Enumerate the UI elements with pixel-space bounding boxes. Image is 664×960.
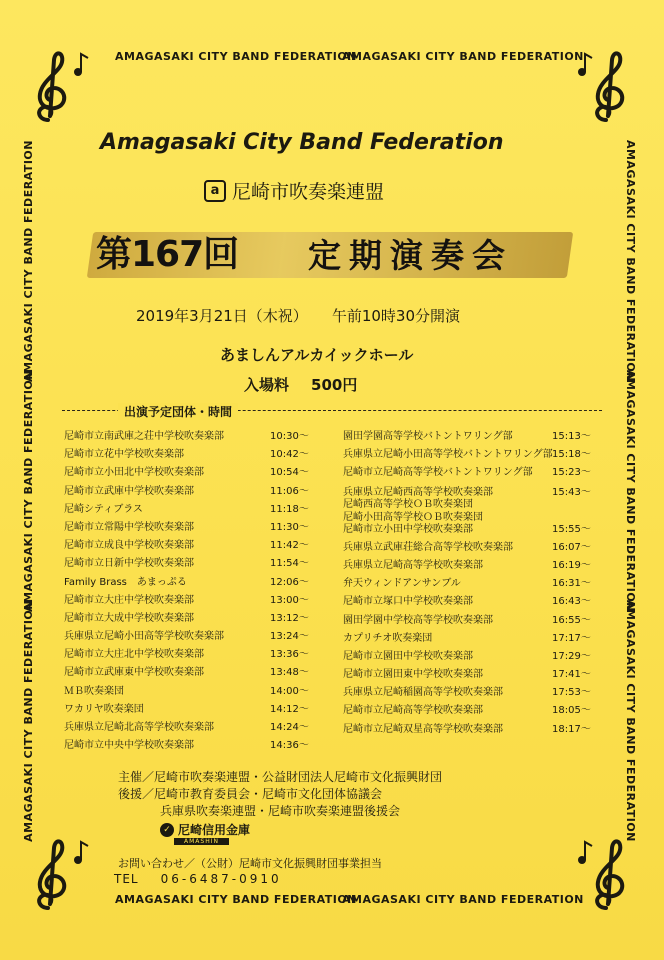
schedule-row [64, 555, 320, 573]
banner-edition: 第167回 [96, 234, 239, 275]
event-start-time: 午前10時30分開演 [331, 307, 460, 325]
schedule-right-column [343, 428, 603, 739]
schedule-row [343, 446, 603, 464]
organizers: 主催／尼崎市吹奏楽連盟・公益財団法人尼崎市文化振興財団 [118, 770, 443, 784]
schedule-row [343, 721, 603, 739]
schedule-row [343, 593, 603, 611]
performance-time: 18:05〜 [552, 705, 591, 717]
tel-line [114, 872, 378, 886]
schedule-left-column [64, 428, 320, 755]
performance-time: 11:54〜 [270, 558, 309, 570]
performer-name: 園田学園高等学校バトントワリング部 [343, 431, 513, 442]
performance-time: 18:17〜 [552, 723, 591, 735]
schedule-row [64, 664, 320, 682]
performance-time: 16:43〜 [552, 596, 591, 608]
tel-label: TEL [114, 872, 139, 886]
sponsor-logo-icon: ✓ [160, 823, 174, 837]
performer-name: 兵庫県立尼崎小田高等学校バトントワリング部 [343, 449, 553, 461]
schedule-row [343, 612, 603, 630]
performance-time: 13:12〜 [270, 612, 309, 624]
title-english: Amagasaki City Band Federation [100, 130, 504, 155]
schedule-row [64, 428, 320, 446]
performance-time: 11:18〜 [270, 503, 309, 515]
schedule-row [64, 683, 320, 701]
performance-time: 16:07〜 [552, 541, 591, 553]
treble-clef-icon [572, 834, 638, 916]
schedule-row [64, 574, 320, 592]
performer-name: カプリチオ吹奏楽団 [343, 632, 433, 644]
performance-time: 15:55〜 [552, 523, 591, 535]
performance-time: 13:48〜 [270, 667, 309, 679]
banner-concert-name: 定期演奏会 [308, 236, 513, 275]
performer-name-line: 兵庫県立尼崎西高等学校吹奏楽部 [343, 486, 493, 498]
performer-name: ワカリヤ吹奏楽団 [64, 703, 144, 715]
music-note-icon [578, 54, 592, 76]
schedule-row [64, 519, 320, 537]
schedule-row [343, 464, 603, 482]
performance-time: 15:18〜 [552, 449, 591, 461]
performer-name: 尼崎市立武庫中学校吹奏楽部 [64, 485, 194, 497]
performer-name: 兵庫県立尼崎稲園高等学校吹奏楽部 [343, 687, 503, 699]
supporters-1: 後援／尼崎市教育委員会・尼崎市文化団体協議会 [118, 787, 383, 801]
schedule-row [64, 701, 320, 719]
band-label-top-right: AMAGASAKI CITY BAND FEDERATION [342, 50, 584, 63]
performance-time: 11:30〜 [270, 521, 309, 533]
performer-name: 尼崎市立中央中学校吹奏楽部 [64, 740, 194, 752]
fee-line [244, 374, 357, 395]
performer-name: 尼崎市立花中学校吹奏楽部 [64, 449, 184, 461]
schedule-row [64, 501, 320, 519]
schedule-row [343, 557, 603, 575]
schedule-row [64, 483, 320, 501]
performer-name: 尼崎市立塚口中学校吹奏楽部 [343, 596, 473, 608]
performer-name: 弁天ウィンドアンサンブル [343, 578, 461, 590]
band-label-right-lower: AMAGASAKI CITY BAND FEDERATION [624, 600, 637, 842]
schedule-row [343, 539, 603, 557]
performer-name: 兵庫県立武庫荘総合高等学校吹奏楽部 [343, 541, 513, 553]
music-note-icon [74, 54, 88, 76]
performance-time: 13:36〜 [270, 649, 309, 661]
performance-time: 16:55〜 [552, 614, 591, 626]
supporters-2: 兵庫県吹奏楽連盟・尼崎市吹奏楽連盟後援会 [160, 804, 401, 818]
performer-name: 尼崎シティブラス [64, 503, 143, 515]
schedule-row [343, 630, 603, 648]
schedule-row [64, 464, 320, 482]
performance-time: 11:42〜 [270, 540, 309, 552]
band-label-left-middle: AMAGASAKI CITY BAND FEDERATION [22, 370, 35, 612]
band-label-top-left: AMAGASAKI CITY BAND FEDERATION [115, 50, 357, 63]
music-note-icon [74, 842, 88, 864]
treble-clef-icon [24, 834, 90, 916]
performer-name: 尼崎市立大庄中学校吹奏楽部 [64, 594, 194, 606]
schedule-row [343, 521, 603, 539]
performer-name: 尼崎市立園田中学校吹奏楽部 [343, 650, 473, 662]
performer-name: 兵庫県立尼崎北高等学校吹奏楽部 [64, 722, 214, 733]
performer-name: 尼崎市立尼崎高等学校バトントワリング部 [343, 467, 533, 479]
schedule-row [64, 628, 320, 646]
performer-name: 尼崎市立小田中学校吹奏楽部 [343, 523, 473, 535]
performer-name: Family Brass あまっぷる [64, 576, 187, 588]
performance-time: 17:17〜 [552, 632, 591, 644]
performance-time: 17:41〜 [552, 669, 591, 681]
performer-name: 兵庫県立尼崎小田高等学校吹奏楽部 [64, 631, 224, 643]
performer-name: 尼崎市立小田北中学校吹奏楽部 [64, 467, 204, 479]
schedule-row [64, 610, 320, 628]
schedule-row [64, 737, 320, 755]
performance-time: 16:19〜 [552, 559, 591, 571]
performer-name: 尼崎市立尼崎高等学校吹奏楽部 [343, 705, 483, 717]
performance-time: 15:43〜 [552, 486, 591, 498]
federation-logo-icon: a [204, 180, 226, 202]
performance-time: 11:06〜 [270, 485, 309, 497]
schedule-row [64, 537, 320, 555]
performer-name: 園田学園中学校高等学校吹奏楽部 [343, 614, 493, 626]
tel-number: 06-6487-0910 [160, 872, 282, 886]
schedule-row [343, 575, 603, 593]
fee-label: 入場料 [244, 376, 290, 394]
performer-name: ＭＢ吹奏楽団 [64, 685, 124, 697]
schedule-row [343, 483, 603, 521]
performer-name: 尼崎市立成良中学校吹奏楽部 [64, 540, 194, 552]
performance-time: 10:30〜 [270, 431, 309, 442]
schedule-row [64, 719, 320, 737]
band-label-left-lower: AMAGASAKI CITY BAND FEDERATION [22, 600, 35, 842]
performance-time: 10:54〜 [270, 467, 309, 479]
performance-time: 16:31〜 [552, 578, 591, 590]
treble-clef-icon [572, 46, 638, 128]
performer-name [343, 487, 493, 525]
performance-time: 13:24〜 [270, 631, 309, 643]
performer-name: 兵庫県立尼崎高等学校吹奏楽部 [343, 559, 483, 571]
performer-name: 尼崎市立大成中学校吹奏楽部 [64, 612, 194, 624]
event-venue: あましんアルカイックホール [220, 346, 414, 364]
performer-name: 尼崎市立武庫東中学校吹奏楽部 [64, 667, 204, 679]
schedule-row [64, 446, 320, 464]
sponsor [160, 821, 250, 838]
date-line [136, 305, 460, 326]
music-note-icon [578, 842, 592, 864]
performance-time: 15:13〜 [552, 431, 591, 442]
performance-time: 13:00〜 [270, 594, 309, 606]
title-japanese-row [204, 177, 384, 204]
schedule-row [343, 666, 603, 684]
treble-clef-icon [24, 46, 90, 128]
schedule-row [64, 592, 320, 610]
performance-time: 12:06〜 [270, 576, 309, 588]
performer-name: 尼崎市立大庄北中学校吹奏楽部 [64, 649, 204, 661]
performance-time: 14:24〜 [270, 722, 309, 733]
fee-amount: 500円 [311, 376, 358, 394]
band-label-right-upper: AMAGASAKI CITY BAND FEDERATION [624, 140, 637, 382]
performer-name-line: 尼崎小田高等学校ＯＢ吹奏楽団 [343, 511, 483, 523]
band-label-left-upper: AMAGASAKI CITY BAND FEDERATION [22, 140, 35, 382]
concert-banner [90, 226, 560, 282]
performance-time: 14:00〜 [270, 685, 309, 697]
schedule-row [343, 684, 603, 702]
performance-time: 14:12〜 [270, 703, 309, 715]
performance-time: 10:42〜 [270, 449, 309, 461]
band-label-bottom-left: AMAGASAKI CITY BAND FEDERATION [115, 893, 357, 906]
performance-time: 17:29〜 [552, 650, 591, 662]
performance-time: 15:23〜 [552, 467, 591, 479]
performer-name: 尼崎市立日新中学校吹奏楽部 [64, 558, 194, 570]
performer-name: 尼崎市立南武庫之荘中学校吹奏楽部 [64, 431, 224, 442]
schedule-row [343, 648, 603, 666]
sponsor-name: 尼崎信用金庫 [178, 823, 251, 837]
event-date: 2019年3月21日（木祝） [136, 307, 308, 325]
performer-name: 尼崎市立園田東中学校吹奏楽部 [343, 669, 483, 681]
schedule-heading: 出演予定団体・時間 [118, 403, 238, 420]
band-label-bottom-right: AMAGASAKI CITY BAND FEDERATION [342, 893, 584, 906]
performance-time: 14:36〜 [270, 740, 309, 752]
schedule-row [64, 646, 320, 664]
performer-name: 尼崎市立常陽中学校吹奏楽部 [64, 521, 194, 533]
band-label-right-middle: AMAGASAKI CITY BAND FEDERATION [624, 370, 637, 612]
contact: お問い合わせ／（公財）尼崎市文化振興財団事業担当 [118, 857, 382, 870]
performer-name-line: 尼崎西高等学校ＯＢ吹奏楽団 [343, 499, 473, 511]
sponsor-sub: AMASHIN [174, 838, 229, 845]
schedule-row [343, 702, 603, 720]
performer-name: 尼崎市立尼崎双星高等学校吹奏楽部 [343, 723, 503, 735]
schedule-row [343, 428, 603, 446]
title-japanese: 尼崎市吹奏楽連盟 [232, 181, 385, 203]
performance-time: 17:53〜 [552, 687, 591, 699]
